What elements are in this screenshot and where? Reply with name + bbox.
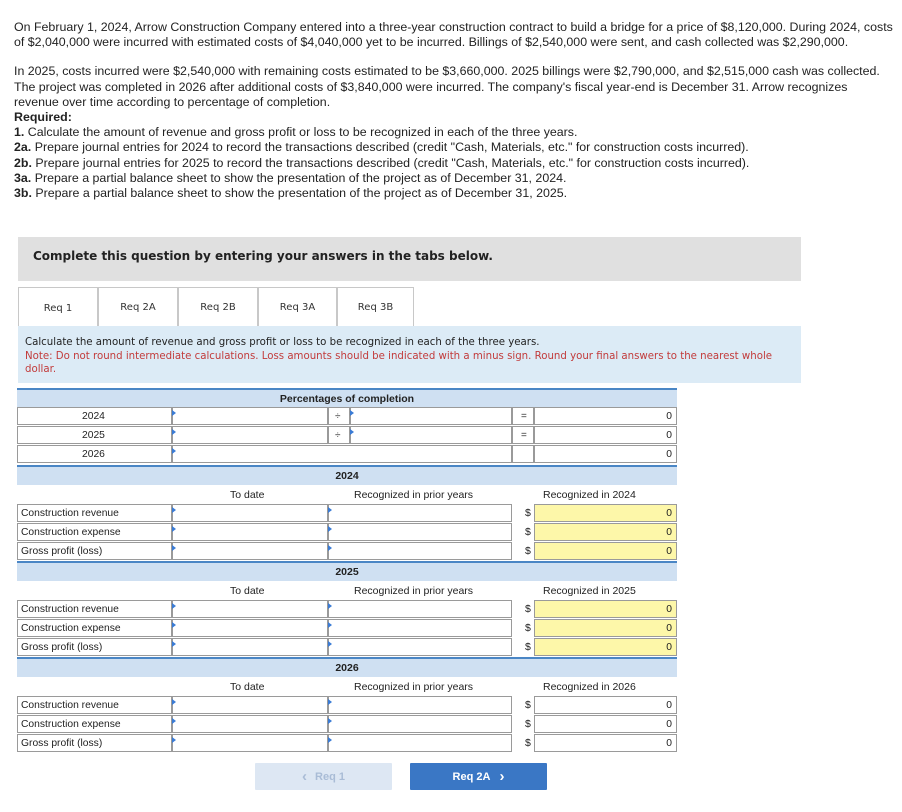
- col-to-date: To date: [230, 585, 265, 597]
- row-label: Construction revenue: [21, 604, 119, 615]
- problem-statement: [14, 20, 894, 201]
- dollar-sign: $: [525, 545, 531, 557]
- table-row: [17, 600, 677, 619]
- required-heading: Required:: [14, 110, 72, 125]
- tab-req-2b[interactable]: Req 2B: [178, 287, 258, 327]
- tab-req-2a[interactable]: Req 2A: [98, 287, 178, 327]
- prev-button-label: Req 1: [315, 770, 345, 783]
- year-label: 2026: [82, 449, 105, 460]
- divide-icon: ÷: [335, 411, 341, 422]
- divide-icon: ÷: [335, 430, 341, 441]
- dollar-sign: $: [525, 526, 531, 538]
- total-estimated-costs-input[interactable]: [350, 426, 512, 444]
- tab-req-3b[interactable]: Req 3B: [337, 287, 414, 327]
- recognized-value: 0: [666, 719, 672, 730]
- prior-years-input[interactable]: [328, 715, 512, 733]
- to-date-input[interactable]: [172, 523, 328, 541]
- to-date-input[interactable]: [172, 600, 328, 618]
- requirement-2a: 2a. Prepare journal entries for 2024 to record the transactions described (credit "Cash, Materials, etc." for construction costs incurred).: [14, 140, 749, 155]
- col-recognized: Recognized in 2024: [543, 489, 636, 501]
- recognized-value: 0: [666, 546, 672, 557]
- column-header-row: [17, 485, 677, 503]
- recognized-value: 0: [666, 623, 672, 634]
- prior-years-input[interactable]: [328, 600, 512, 618]
- recognized-value: 0: [666, 508, 672, 519]
- prev-button[interactable]: [255, 763, 392, 790]
- banner-text: Complete this question by entering your answers in the tabs below.: [33, 249, 493, 263]
- table-row: [17, 734, 677, 753]
- percent-row-2026: [17, 445, 677, 464]
- row-label: Gross profit (loss): [21, 546, 103, 557]
- prior-years-input[interactable]: [328, 696, 512, 714]
- total-estimated-costs-input[interactable]: [350, 407, 512, 425]
- recognized-value: 0: [666, 527, 672, 538]
- col-recognized: Recognized in 2026: [543, 681, 636, 693]
- percent-2026-input[interactable]: [172, 445, 512, 463]
- percent-result: 0: [666, 449, 672, 460]
- year-label: 2024: [82, 411, 105, 422]
- costs-to-date-input[interactable]: [172, 426, 328, 444]
- row-label: Construction expense: [21, 623, 121, 634]
- table-row: [17, 638, 677, 657]
- prior-years-input[interactable]: [328, 523, 512, 541]
- row-label: Construction expense: [21, 527, 121, 538]
- year-label: 2025: [82, 430, 105, 441]
- to-date-input[interactable]: [172, 734, 328, 752]
- problem-paragraph-2: In 2025, costs incurred were $2,540,000 with remaining costs estimated to be $3,660,000. 2025 billings were $2,790,000, and $2,515,000 cash was collected. The project was completed in 2026 after additional costs of $3,840,000 were incurred. The company's fiscal year-end is December 31. Arrow recognizes revenue over time according to percentage of completion.: [14, 64, 880, 109]
- to-date-input[interactable]: [172, 696, 328, 714]
- prior-years-input[interactable]: [328, 619, 512, 637]
- col-prior-years: Recognized in prior years: [354, 681, 474, 693]
- prior-years-input[interactable]: [328, 734, 512, 752]
- chevron-right-icon: ›: [499, 768, 505, 785]
- dollar-sign: $: [525, 622, 531, 634]
- percent-row-2024: [17, 407, 677, 426]
- dollar-sign: $: [525, 603, 531, 615]
- row-label: Construction expense: [21, 719, 121, 730]
- dollar-sign: $: [525, 641, 531, 653]
- requirement-1: 1. Calculate the amount of revenue and gross profit or loss to be recognized in each of the three years.: [14, 125, 578, 140]
- instruction-panel: [18, 326, 801, 383]
- to-date-input[interactable]: [172, 504, 328, 522]
- requirement-3a: 3a. Prepare a partial balance sheet to show the presentation of the project as of December 31, 2024.: [14, 170, 567, 185]
- requirement-3b: 3b. Prepare a partial balance sheet to show the presentation of the project as of December 31, 2025.: [14, 186, 568, 201]
- recognized-value: 0: [666, 738, 672, 749]
- dollar-sign: $: [525, 737, 531, 749]
- problem-paragraph-1: On February 1, 2024, Arrow Construction Company entered into a three-year construction contract to build a bridge for a price of $8,120,000. During 2024, costs of $2,040,000 were incurred with estimated costs of $4,040,000 yet to be incurred. Billings of $2,540,000 were sent, and cash collected was $2,290,000.: [14, 20, 893, 50]
- prior-years-input[interactable]: [328, 542, 512, 560]
- table-row: [17, 715, 677, 734]
- equals-icon: =: [521, 411, 527, 422]
- percent-header: Percentages of completion: [17, 388, 677, 408]
- recognized-value: 0: [666, 642, 672, 653]
- costs-to-date-input[interactable]: [172, 407, 328, 425]
- col-prior-years: Recognized in prior years: [354, 585, 474, 597]
- table-row: [17, 523, 677, 542]
- percent-result: 0: [666, 411, 672, 422]
- table-row: [17, 542, 677, 561]
- to-date-input[interactable]: [172, 715, 328, 733]
- column-header-row: [17, 677, 677, 695]
- next-button-label: Req 2A: [452, 770, 491, 783]
- percent-row-2025: [17, 426, 677, 445]
- col-to-date: To date: [230, 681, 265, 693]
- tab-req-1[interactable]: Req 1: [18, 287, 98, 328]
- prior-years-input[interactable]: [328, 504, 512, 522]
- row-label: Gross profit (loss): [21, 642, 103, 653]
- requirement-2b: 2b. Prepare journal entries for 2025 to record the transactions described (credit "Cash, Materials, etc." for construction costs incurred).: [14, 155, 750, 170]
- instruction-text: Calculate the amount of revenue and gross profit or loss to be recognized in each of the three years.: [25, 337, 540, 348]
- recognized-value: 0: [666, 700, 672, 711]
- column-header-row: [17, 581, 677, 599]
- table-row: [17, 504, 677, 523]
- row-label: Construction revenue: [21, 508, 119, 519]
- col-recognized: Recognized in 2025: [543, 585, 636, 597]
- col-prior-years: Recognized in prior years: [354, 489, 474, 501]
- row-label: Gross profit (loss): [21, 738, 103, 749]
- percent-result: 0: [666, 430, 672, 441]
- instruction-note: Note: Do not round intermediate calculations. Loss amounts should be indicated with a minus sign. Round your final answers to the nearest whole dollar.: [25, 351, 773, 375]
- equals-icon: =: [521, 430, 527, 441]
- dollar-sign: $: [525, 507, 531, 519]
- col-to-date: To date: [230, 489, 265, 501]
- to-date-input[interactable]: [172, 542, 328, 560]
- recognized-value: 0: [666, 604, 672, 615]
- tab-req-3a[interactable]: Req 3A: [258, 287, 337, 327]
- section-header-2024: 2024: [17, 465, 677, 485]
- row-label: Construction revenue: [21, 700, 119, 711]
- table-row: [17, 619, 677, 638]
- next-button[interactable]: [410, 763, 547, 790]
- prior-years-input[interactable]: [328, 638, 512, 656]
- chevron-left-icon: ‹: [302, 768, 308, 785]
- to-date-input[interactable]: [172, 619, 328, 637]
- instruction-banner: [18, 237, 801, 281]
- section-header-2026: 2026: [17, 657, 677, 677]
- section-header-2025: 2025: [17, 561, 677, 581]
- table-row: [17, 696, 677, 715]
- dollar-sign: $: [525, 718, 531, 730]
- to-date-input[interactable]: [172, 638, 328, 656]
- dollar-sign: $: [525, 699, 531, 711]
